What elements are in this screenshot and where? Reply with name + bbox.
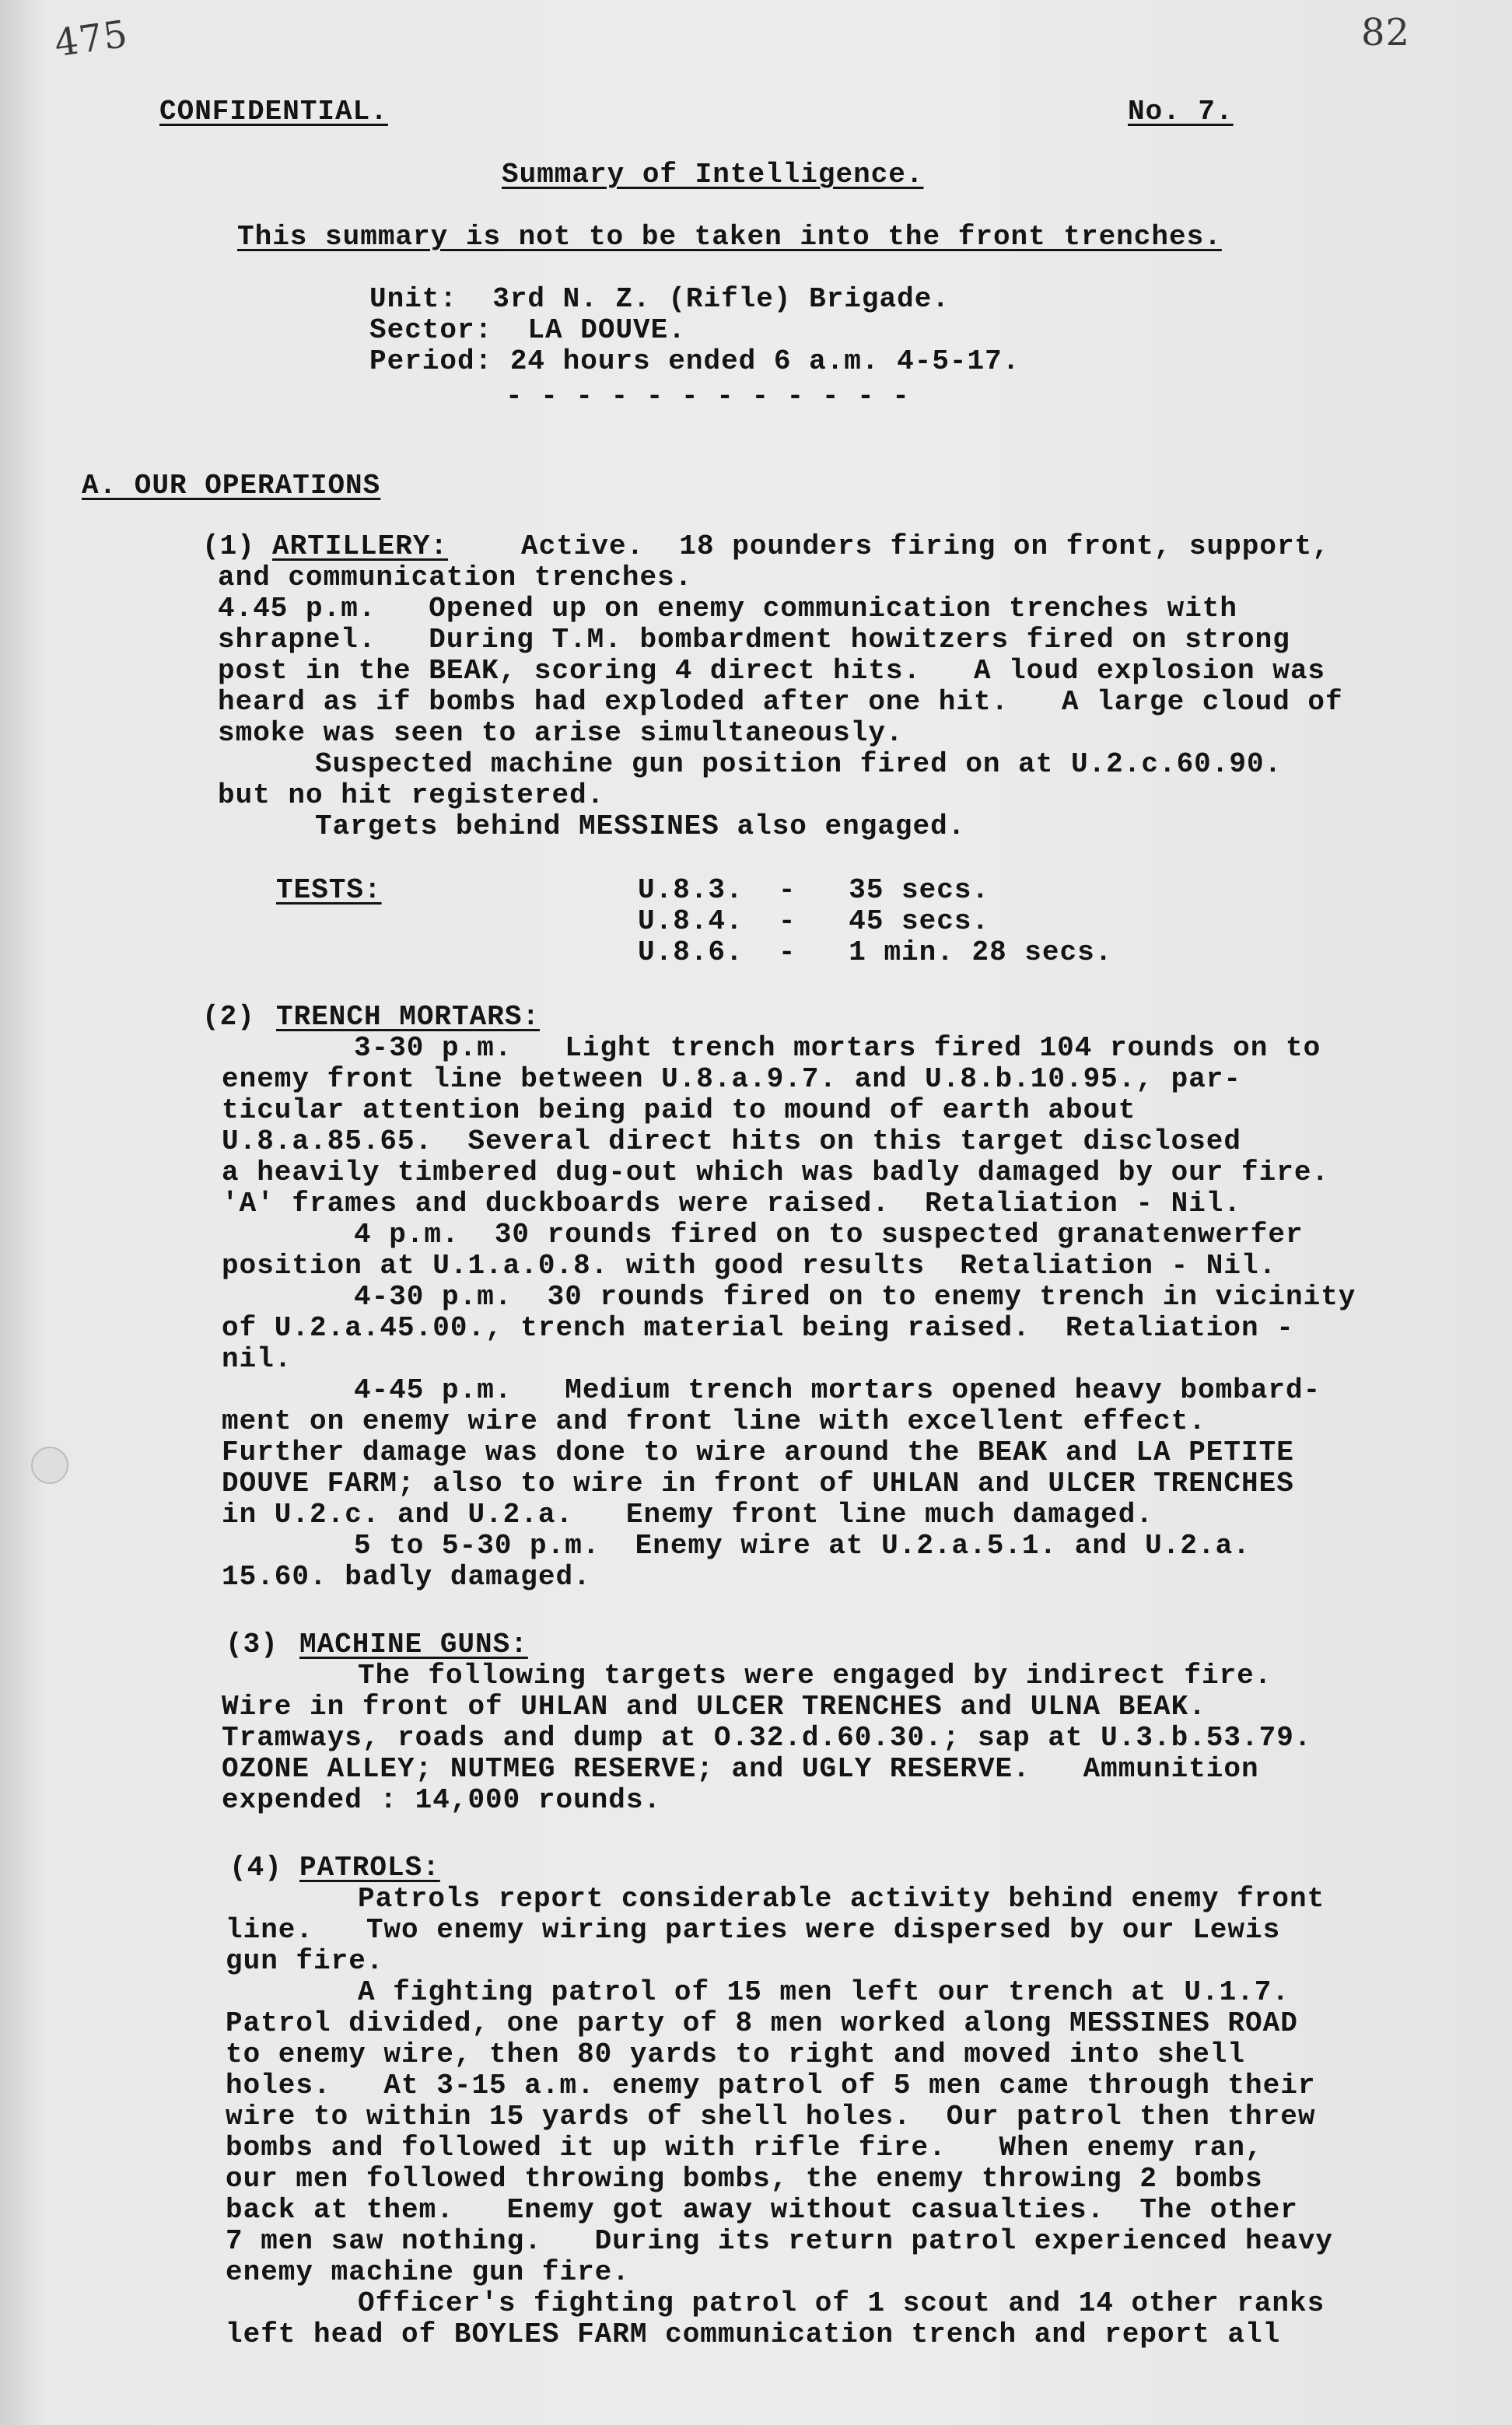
tests-label: TESTS: xyxy=(276,874,382,906)
text-line: DOUVE FARM; also to wire in front of UHLAN and ULCER TRENCHES xyxy=(222,1468,1294,1499)
text-line: 5 to 5-30 p.m. Enemy wire at U.2.a.5.1. and U.2.a. xyxy=(354,1530,1251,1562)
punch-hole xyxy=(31,1447,68,1484)
text-line: The following targets were engaged by indirect fire. xyxy=(358,1660,1272,1692)
machine-guns-heading: MACHINE GUNS: xyxy=(299,1629,528,1660)
text-line: enemy front line between U.8.a.9.7. and U.8.b.10.95., par- xyxy=(222,1063,1242,1095)
text-line: 3-30 p.m. Light trench mortars fired 104 rounds on to xyxy=(354,1032,1321,1064)
text-line: U.8.a.85.65. Several direct hits on this target disclosed xyxy=(222,1125,1242,1157)
handling-warning: This summary is not to be taken into the front trenches. xyxy=(237,221,1222,253)
text-line: post in the BEAK, scoring 4 direct hits. A loud explosion was xyxy=(218,655,1326,687)
text-line: Patrol divided, one party of 8 men worked along MESSINES ROAD xyxy=(226,2007,1298,2039)
text-line: 4-45 p.m. Medium trench mortars opened heavy bombard- xyxy=(354,1374,1321,1406)
text-line: enemy machine gun fire. xyxy=(226,2256,630,2288)
document-title: Summary of Intelligence. xyxy=(502,159,924,191)
text-line: Officer's fighting patrol of 1 scout and 14 other ranks xyxy=(358,2287,1325,2319)
text-line: wire to within 15 yards of shell holes. Our patrol then threw xyxy=(226,2101,1316,2133)
patrols-heading: PATROLS: xyxy=(299,1852,440,1884)
text-line: and communication trenches. xyxy=(218,562,693,593)
text-line: Targets behind MESSINES also engaged. xyxy=(315,810,966,842)
text-line: 7 men saw nothing. During its return patrol experienced heavy xyxy=(226,2225,1334,2257)
handwritten-folio-number: 475 xyxy=(51,12,131,66)
text-line: nil. xyxy=(222,1343,292,1375)
page-number: 82 xyxy=(1361,11,1411,54)
text-line: heard as if bombs had exploded after one hit. A large cloud of xyxy=(218,686,1343,718)
text-line: position at U.1.a.0.8. with good results Retaliation - Nil. xyxy=(222,1250,1277,1282)
text-line: shrapnel. During T.M. bombardment howitzers fired on strong xyxy=(218,624,1290,656)
text-line: line. Two enemy wiring parties were dispersed by our Lewis xyxy=(226,1914,1281,1946)
text-line: a heavily timbered dug-out which was badly damaged by our fire. xyxy=(222,1157,1330,1188)
text-line: bombs and followed it up with rifle fire. When enemy ran, xyxy=(226,2132,1263,2164)
summary-number: No. 7. xyxy=(1128,96,1234,128)
test-result: U.8.6. - 1 min. 28 secs. xyxy=(638,936,1113,968)
text-line: left head of BOYLES FARM communication trench and report all xyxy=(226,2318,1281,2350)
text-line: ticular attention being paid to mound of earth about xyxy=(222,1094,1136,1126)
text-line: ment on enemy wire and front line with excellent effect. xyxy=(222,1405,1206,1437)
test-result: U.8.4. - 45 secs. xyxy=(638,905,990,937)
text-line: 4 p.m. 30 rounds fired on to suspected granatenwerfer xyxy=(354,1219,1304,1251)
text-line: 4.45 p.m. Opened up on enemy communication trenches with xyxy=(218,593,1238,625)
text-line: Further damage was done to wire around the BEAK and LA PETITE xyxy=(222,1436,1294,1468)
text-line: Active. 18 pounders firing on front, support, xyxy=(521,530,1330,562)
text-line: in U.2.c. and U.2.a. Enemy front line much damaged. xyxy=(222,1499,1153,1531)
text-line: Tramways, roads and dump at O.32.d.60.30.; sap at U.3.b.53.79. xyxy=(222,1722,1312,1754)
text-line: gun fire. xyxy=(226,1945,384,1977)
sector-line: Sector: LA DOUVE. xyxy=(369,314,686,346)
artillery-number: (1) xyxy=(202,530,255,562)
text-line: Patrols report considerable activity behind enemy front xyxy=(358,1883,1325,1915)
text-line: A fighting patrol of 15 men left our trench at U.1.7. xyxy=(358,1976,1290,2008)
text-line: expended : 14,000 rounds. xyxy=(222,1784,662,1816)
text-line: 'A' frames and duckboards were raised. Retaliation - Nil. xyxy=(222,1188,1242,1219)
text-line: back at them. Enemy got away without casualties. The other xyxy=(226,2194,1298,2226)
text-line: of U.2.a.45.00., trench material being raised. Retaliation - xyxy=(222,1312,1294,1344)
classification-label: CONFIDENTIAL. xyxy=(159,96,388,128)
text-line: OZONE ALLEY; NUTMEG RESERVE; and UGLY RESERVE. Ammunition xyxy=(222,1753,1259,1785)
text-line: but no hit registered. xyxy=(218,779,605,811)
unit-line: Unit: 3rd N. Z. (Rifle) Brigade. xyxy=(369,283,950,315)
patrols-number: (4) xyxy=(229,1852,282,1884)
period-line: Period: 24 hours ended 6 a.m. 4-5-17. xyxy=(369,345,1020,377)
section-a-heading: A. OUR OPERATIONS xyxy=(82,470,381,502)
text-line: holes. At 3-15 a.m. enemy patrol of 5 men came through their xyxy=(226,2070,1316,2101)
text-line: Suspected machine gun position fired on at U.2.c.60.90. xyxy=(315,748,1283,780)
text-line: smoke was seen to arise simultaneously. xyxy=(218,717,904,749)
trench-mortars-number: (2) xyxy=(202,1001,255,1033)
trench-mortars-heading: TRENCH MORTARS: xyxy=(276,1001,541,1033)
artillery-heading: ARTILLERY: xyxy=(272,530,449,562)
text-line: 4-30 p.m. 30 rounds fired on to enemy trench in vicinity xyxy=(354,1281,1356,1313)
text-line: our men followed throwing bombs, the enemy throwing 2 bombs xyxy=(226,2163,1263,2195)
dashed-rule: - - - - - - - - - - - - xyxy=(506,380,910,412)
text-line: 15.60. badly damaged. xyxy=(222,1561,591,1593)
text-line: Wire in front of UHLAN and ULCER TRENCHES and ULNA BEAK. xyxy=(222,1691,1206,1723)
test-result: U.8.3. - 35 secs. xyxy=(638,874,990,906)
machine-guns-number: (3) xyxy=(226,1629,278,1660)
text-line: to enemy wire, then 80 yards to right and moved into shell xyxy=(226,2038,1246,2070)
